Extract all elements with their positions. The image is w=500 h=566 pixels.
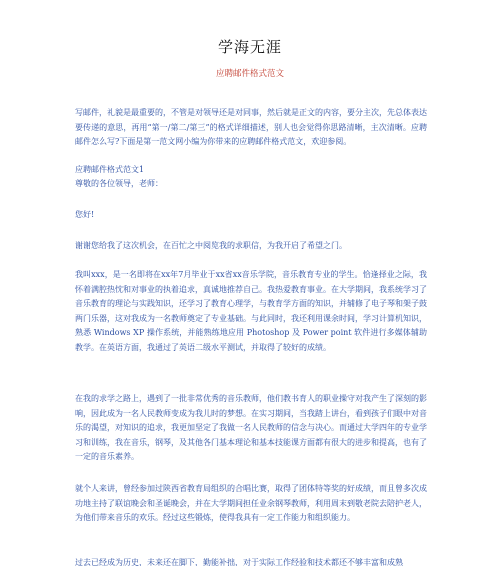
body-paragraph-4: 过去已经成为历史，未来还在脚下，勤能补拙，对于实际工作经验和技术都还不够丰富和成熟	[75, 558, 403, 566]
greeting-line: 您好!	[75, 210, 95, 219]
document-subtitle: 应聘邮件格式范文	[215, 69, 284, 79]
thanks-line: 谢谢您给我了这次机会，在百忙之中阅览我的求职信，为我开启了希望之门。	[75, 241, 347, 250]
body-paragraph-3: 就个人来讲，曾经参加过陕西省教育局组织的合唱比赛，取得了团体特等奖的好成绩，而且曾多次成功地主持了联谊晚会和圣诞晚会，并在大学期间担任业余钢琴教师，利用周末到敬老院去陪护老人，为他们带来音乐的欢乐。经过这些锻炼，使得我具有一定工作能力和组织能力。	[75, 484, 427, 522]
salutation-line: 尊敬的各位领导，老师：	[75, 179, 163, 188]
body-paragraph-2: 在我的求学之路上，遇到了一批非常优秀的音乐教师，他们教书育人的职业操守对我产生了深刻的影响，因此成为一名人民教师变成为我儿时的梦想。在实习期间，当我踏上讲台，看到孩子们眼中对音乐的渴望，对知识的追求，我更加坚定了我做一名人民教师的信念与决心。而通过大学四年的专业学习和训练，我在音乐，钢琴，及其他各门基本理论和基本技能课方面都有很大的进步和提高，也有了一定的音乐素养。	[75, 394, 427, 461]
document-title: 学海无涯	[217, 38, 282, 56]
body-paragraph-1: 我叫xxx，是一名即将在xx年7月毕业于xx省xx音乐学院，音乐教育专业的学生。恰逢择业之际，我怀着满腔热忱和对事业的执着追求，真诚地推荐自己。我热爱教育事业。在大学期间，我系统学习了音乐教育的理论与实践知识，还学习了教育心理学，与教育学方面的知识，并辅修了电子琴和架子鼓两门乐器，这对我成为一名教师奠定了专业基础。与此同时，我还利用课余时间，学习计算机知识，熟悉 Windows XP 操作系统，并能熟练地应用 Photoshop 及 Power point 软件进行多媒体辅助教学。在英语方面，我通过了英语二级水平测试，并取得了较好的成绩。	[75, 270, 427, 352]
intro-paragraph: 写邮件，礼貌是最重要的，不管是对领导还是对同事，然后就是正文的内容，要分主次，先总体表达要传递的意思，再用“第一/第二/第三”的格式详细描述，别人也会觉得你思路清晰，主次清晰。应聘邮件怎么写?下面是第一范文网小编为你带来的应聘邮件格式范文，欢迎参阅。	[75, 108, 427, 146]
sample-heading: 应聘邮件格式范文1	[75, 165, 145, 174]
